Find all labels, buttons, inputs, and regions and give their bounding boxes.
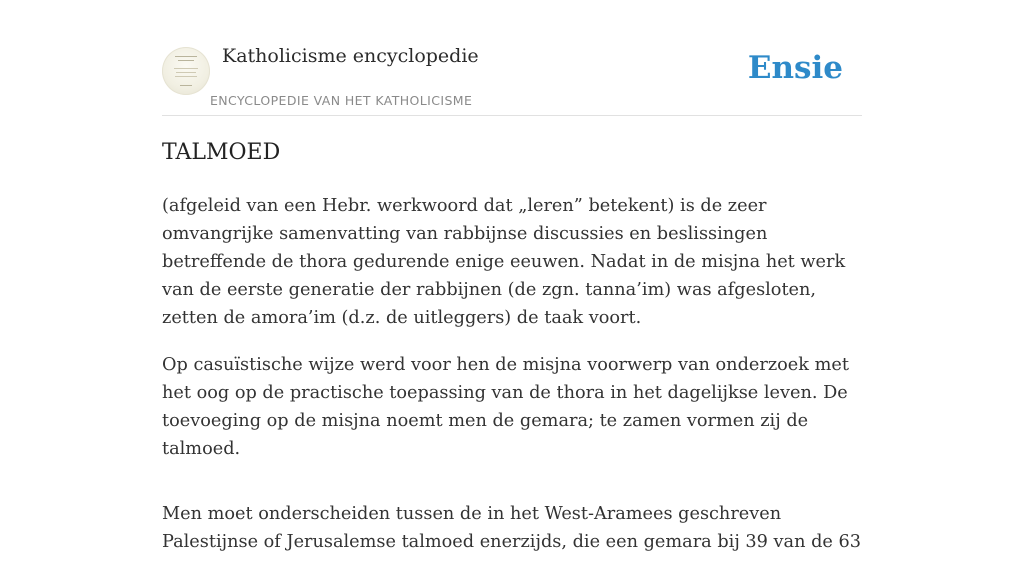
site-header (162, 0, 862, 116)
book-subtitle: ENCYCLOPEDIE VAN HET KATHOLICISME (210, 93, 473, 108)
book-cover-icon[interactable] (162, 47, 210, 95)
article-paragraph: Men moet onderscheiden tussen de in het West-Aramees geschreven Palestijnse of Jerusalemse talmoed enerzijds, die een gemara bij 39 van de 63 (162, 504, 862, 552)
article-paragraph: Op casuïstische wijze werd voor hen de misjna voorwerp van onderzoek met het oog op de practische toepassing van de thora in het dagelijkse leven. De toevoeging op de misjna noemt men de gemara; te zamen vormen zij de talmoed. (162, 355, 849, 459)
book-title-link[interactable]: Katholicisme encyclopedie (222, 45, 479, 67)
article-title: TALMOED (162, 140, 281, 165)
brand-logo[interactable]: Ensie (747, 50, 843, 86)
content-container (162, 0, 862, 552)
article-body (162, 192, 862, 575)
article-paragraph: (afgeleid van een Hebr. werkwoord dat „leren” betekent) is de zeer omvangrijke samenvatting van rabbijnse discussies en beslissingen betreffende de thora gedurende enige eeuwen. Nadat in de misjna het werk van de eerste generatie der rabbijnen (de zgn. tanna’im) was afgesloten, zetten de amora’im (d.z. de uitleggers) de taak voort. (162, 196, 846, 328)
